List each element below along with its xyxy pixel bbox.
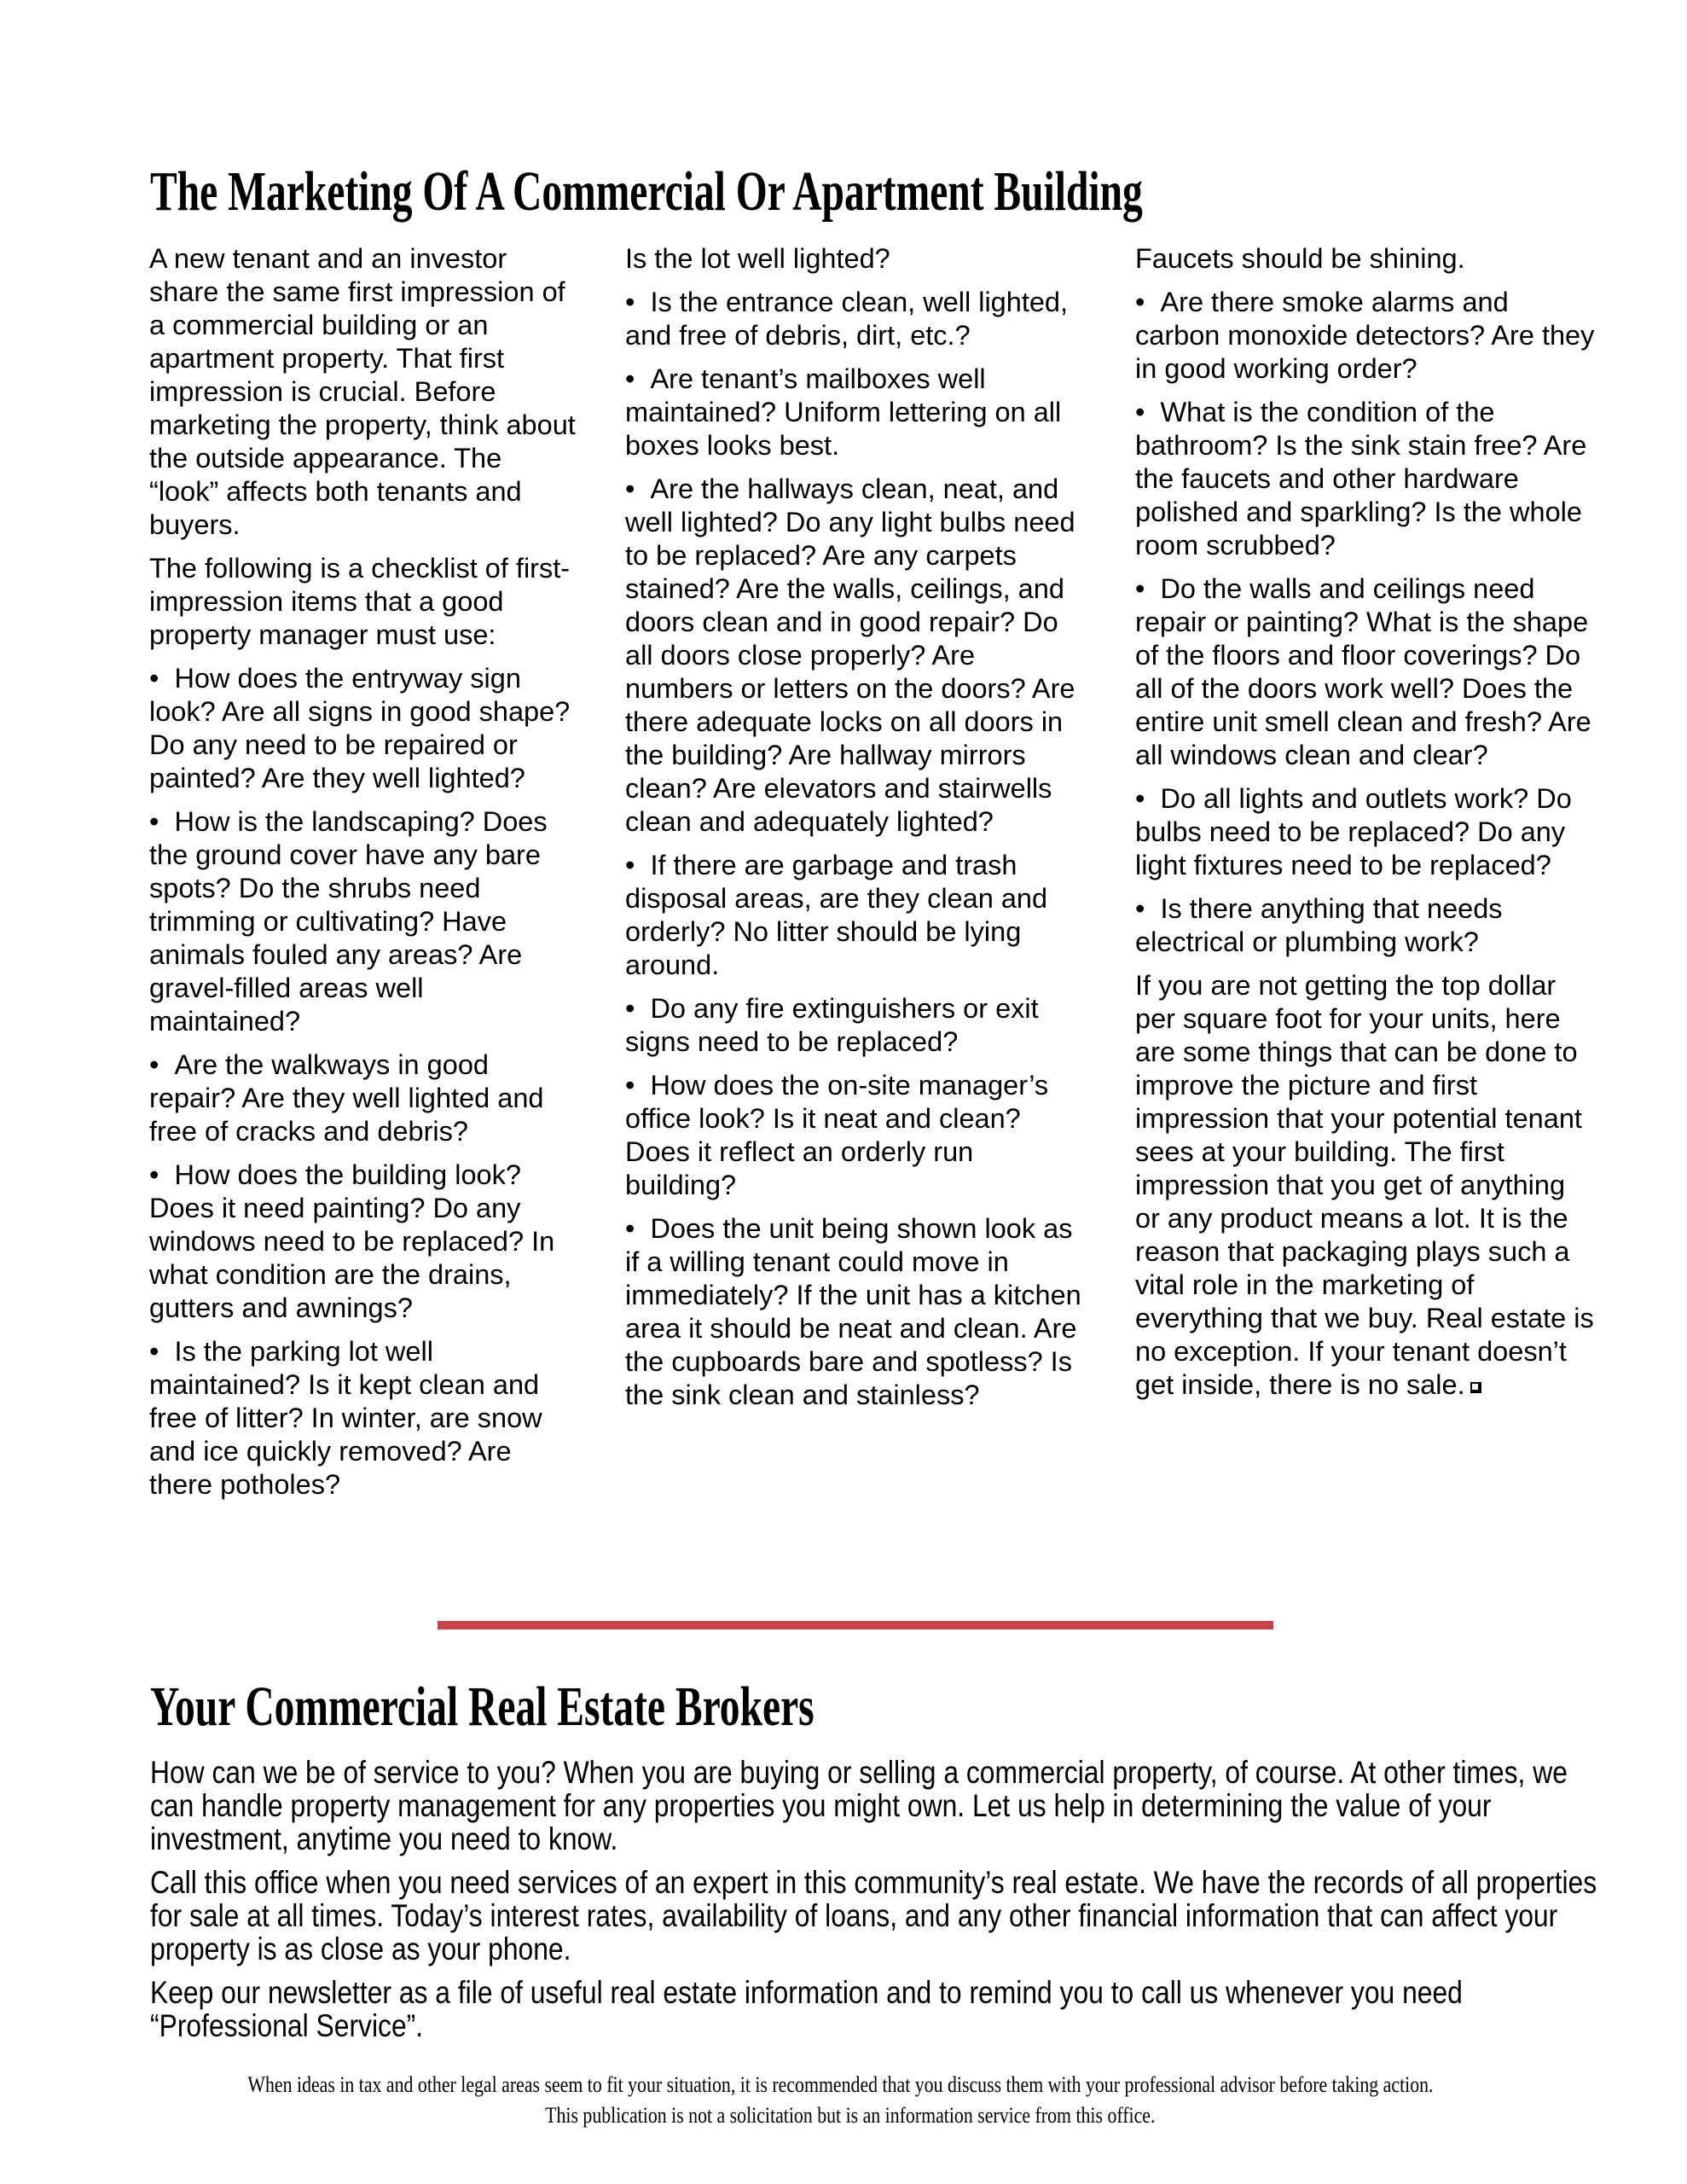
disclaimer-line-2 (7, 2103, 1687, 2129)
disclaimer-text: When ideas in tax and other legal areas seem to fit your situation, it is recommended that you discuss them with your professional advisor before taking action. (246, 2072, 1434, 2097)
paragraph-text: Are there smoke alarms and carbon monoxide detectors? Are they in good working order? (1135, 287, 1595, 384)
paragraph-text: If there are garbage and trash disposal areas, are they clean and orderly? No litter should be lying around. (625, 850, 1048, 980)
checklist-item (1135, 396, 1596, 562)
paragraph-text: Faucets should be shining. (1135, 243, 1465, 274)
checklist-item (625, 473, 1086, 839)
paragraph-text: If you are not getting the top dollar per square foot for your units, here are some things that can be done to improve the picture and first impression that your potential tenant sees at your building. The first impression that you get of anything or any product means a lot. It is the reason that packaging plays such a vital role in the marketing of everything that we buy. Real estate is no exception. If your tenant doesn’t get inside, there is no sale. (1135, 970, 1594, 1400)
disclaimer-text: This publication is not a solicitation but is an information service from this office. (545, 2103, 1156, 2128)
article-paragraph (149, 242, 576, 542)
disclaimer-line-1 (0, 2072, 1684, 2098)
brokers-paragraph: Call this office when you need services of an expert in this community’s real estate. We have the records of all properties for sale at all times. Today’s interest rates, availability of loans, and any other financial information that can affect your property is as close as your phone. (150, 1865, 1597, 1966)
paragraph-text: Is the lot well lighted? (625, 243, 890, 274)
checklist-item (149, 1335, 576, 1502)
paragraph-text: Are tenant’s mailboxes well maintained? Uniform lettering on all boxes looks best. (625, 363, 1062, 461)
article-column-2 (625, 242, 1086, 1422)
end-of-article-box-icon (1470, 1382, 1481, 1393)
checklist-item (625, 849, 1086, 982)
checklist-item (149, 805, 576, 1038)
paragraph-text: Are the hallways clean, neat, and well lighted? Do any light bulbs need to be replaced? Are any carpets stained? Are the walls, ceilings, and doors clean and in good repair? Do all doors close properly? Are numbers or letters on the doors? Are there adequate locks on all doors in the building? Are hallway mirrors clean? Are elevators and stairwells clean and adequately lighted? (625, 473, 1075, 837)
paragraph-text: Is the entrance clean, well lighted, and free of debris, dirt, etc.? (625, 287, 1069, 351)
paragraph-text: Is the parking lot well maintained? Is it kept clean and free of litter? In winter, are snow and ice quickly removed? Are there potholes? (149, 1336, 542, 1500)
checklist-item (1135, 286, 1596, 386)
checklist-item (625, 363, 1086, 462)
checklist-item (625, 286, 1086, 352)
section-divider (438, 1621, 1273, 1629)
paragraph-text: Do all lights and outlets work? Do bulbs need to be replaced? Do any light fixtures need to be replaced? (1135, 783, 1572, 880)
checklist-item (149, 662, 576, 795)
paragraph-text: Do the walls and ceilings need repair or painting? What is the shape of the floors and floor coverings? Do all of the doors work well? Does the entire unit smell clean and fresh? Are all windows clean and clear? (1135, 573, 1591, 770)
paragraph-text: The following is a checklist of first-impression items that a good property manager must use: (149, 553, 571, 650)
paragraph-text: Does the unit being shown look as if a willing tenant could move in immediately? If the unit has a kitchen area it should be neat and clean. Are the cupboards bare and spotless? Is the sink clean and stainless? (625, 1213, 1081, 1410)
brokers-body (150, 1756, 1617, 2053)
brokers-paragraph: Keep our newsletter as a file of useful real estate information and to remind you to call us whenever you need “Professional Service”. (150, 1975, 1463, 2043)
paragraph-text: How does the entryway sign look? Are all signs in good shape? Do any need to be repaired or painted? Are they well lighted? (149, 663, 571, 793)
paragraph-text: How is the landscaping? Does the ground cover have any bare spots? Do the shrubs need trimming or cultivating? Have animals fouled any areas? Are gravel-filled areas well maintained? (149, 806, 548, 1037)
checklist-item (1135, 572, 1596, 772)
checklist-item (625, 1069, 1086, 1202)
paragraph-text: Are the walkways in good repair? Are they well lighted and free of cracks and debris? (149, 1049, 544, 1147)
article-column-1 (149, 242, 576, 1512)
paragraph-text: What is the condition of the bathroom? Is the sink stain free? Are the faucets and other hardware polished and sparkling? Is the whole room scrubbed? (1135, 397, 1587, 561)
paragraph-text: Is there anything that needs electrical or plumbing work? (1135, 893, 1503, 957)
paragraph-text: How does the building look? Does it need painting? Do any windows need to be replaced? In what condition are the drains, gutters and awnings? (149, 1159, 555, 1323)
paragraph-text: How does the on-site manager’s office look? Is it neat and clean? Does it reflect an orderly run building? (625, 1070, 1049, 1200)
paragraph-text: Do any fire extinguishers or exit signs need to be replaced? (625, 993, 1039, 1057)
article-column-3 (1135, 242, 1596, 1412)
brokers-title: Your Commercial Real Estate Brokers (150, 1676, 815, 1738)
checklist-item (625, 1212, 1086, 1412)
article-paragraph (1135, 969, 1596, 1402)
checklist-item (149, 1159, 576, 1325)
checklist-item (149, 1048, 576, 1148)
article-paragraph (149, 552, 576, 652)
brokers-paragraph: How can we be of service to you? When you are buying or selling a commercial property, of course. At other times, we can handle property management for any properties you might own. Let us help in determining the value of your investment, anytime you need to know. (150, 1755, 1568, 1856)
checklist-item (1135, 892, 1596, 959)
article-paragraph (625, 242, 1086, 276)
checklist-item (625, 992, 1086, 1059)
article-paragraph (1135, 242, 1596, 276)
article-title: The Marketing Of A Commercial Or Apartment Building (150, 160, 1143, 223)
paragraph-text: A new tenant and an investor share the same first impression of a commercial building or an apartment property. That first impression is crucial. Before marketing the property, think about the outside appearance. The “look” affects both tenants and buyers. (149, 243, 576, 540)
checklist-item (1135, 782, 1596, 882)
